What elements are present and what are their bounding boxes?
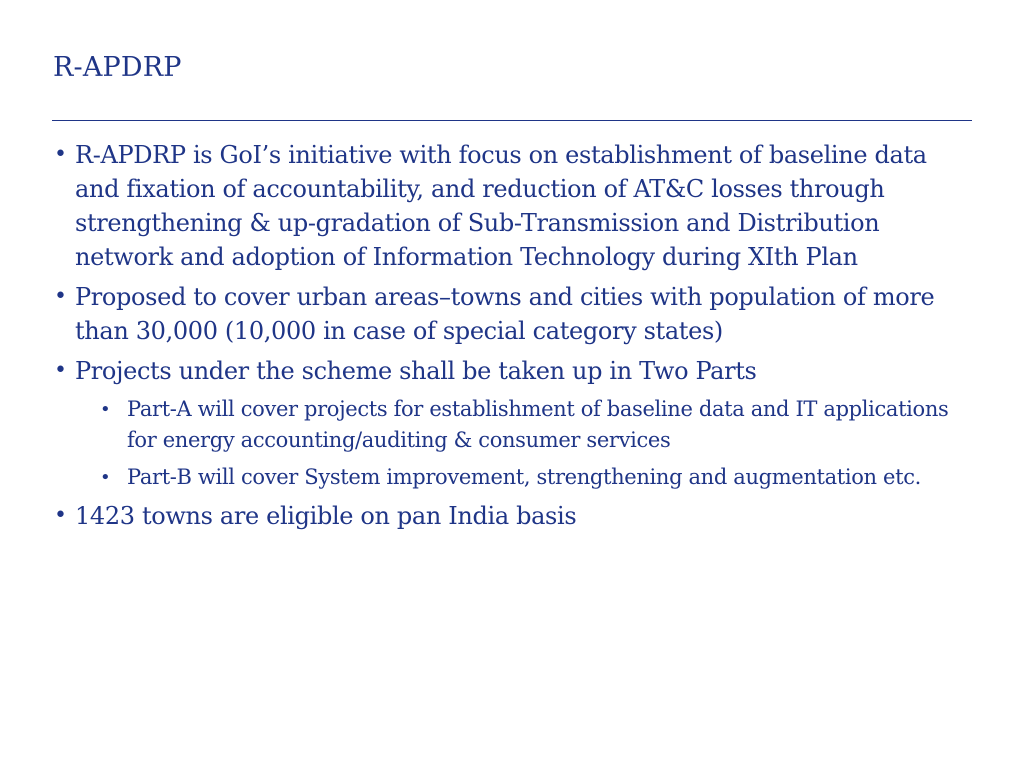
bullet-list bbox=[54, 138, 974, 539]
bullet-icon: • bbox=[54, 503, 67, 528]
bullet-icon: • bbox=[54, 358, 67, 383]
bullet-icon: • bbox=[54, 284, 67, 309]
bullet-text: Projects under the scheme shall be taken up in Two Parts bbox=[75, 357, 757, 385]
bullet-icon: • bbox=[54, 142, 67, 167]
bullet-item bbox=[54, 499, 974, 533]
bullet-item bbox=[54, 354, 974, 388]
title-divider bbox=[52, 120, 972, 121]
sub-bullet-icon: • bbox=[100, 399, 111, 420]
bullet-text: Proposed to cover urban areas–towns and cities with population of more than 30,000 (10,000 in case of special category states) bbox=[75, 283, 935, 345]
bullet-item bbox=[54, 280, 974, 348]
sub-bullet-text: Part-B will cover System improvement, strengthening and augmentation etc. bbox=[127, 465, 921, 489]
slide-title: R-APDRP bbox=[53, 52, 182, 83]
sub-bullet-text: Part-A will cover projects for establishment of baseline data and IT applications for energy accounting/auditing & consumer services bbox=[127, 397, 949, 452]
sub-bullet-icon: • bbox=[100, 467, 111, 488]
sub-bullet-item bbox=[54, 394, 974, 456]
bullet-item bbox=[54, 138, 974, 274]
sub-bullet-item bbox=[54, 462, 974, 493]
bullet-text: R-APDRP is GoI’s initiative with focus on establishment of baseline data and fixation of accountability, and reduction of AT&C losses through strengthening & up-gradation of Sub-Transmission and Distribution network and adoption of Information Technology during XIth Plan bbox=[75, 141, 927, 271]
bullet-text: 1423 towns are eligible on pan India basis bbox=[75, 502, 577, 530]
